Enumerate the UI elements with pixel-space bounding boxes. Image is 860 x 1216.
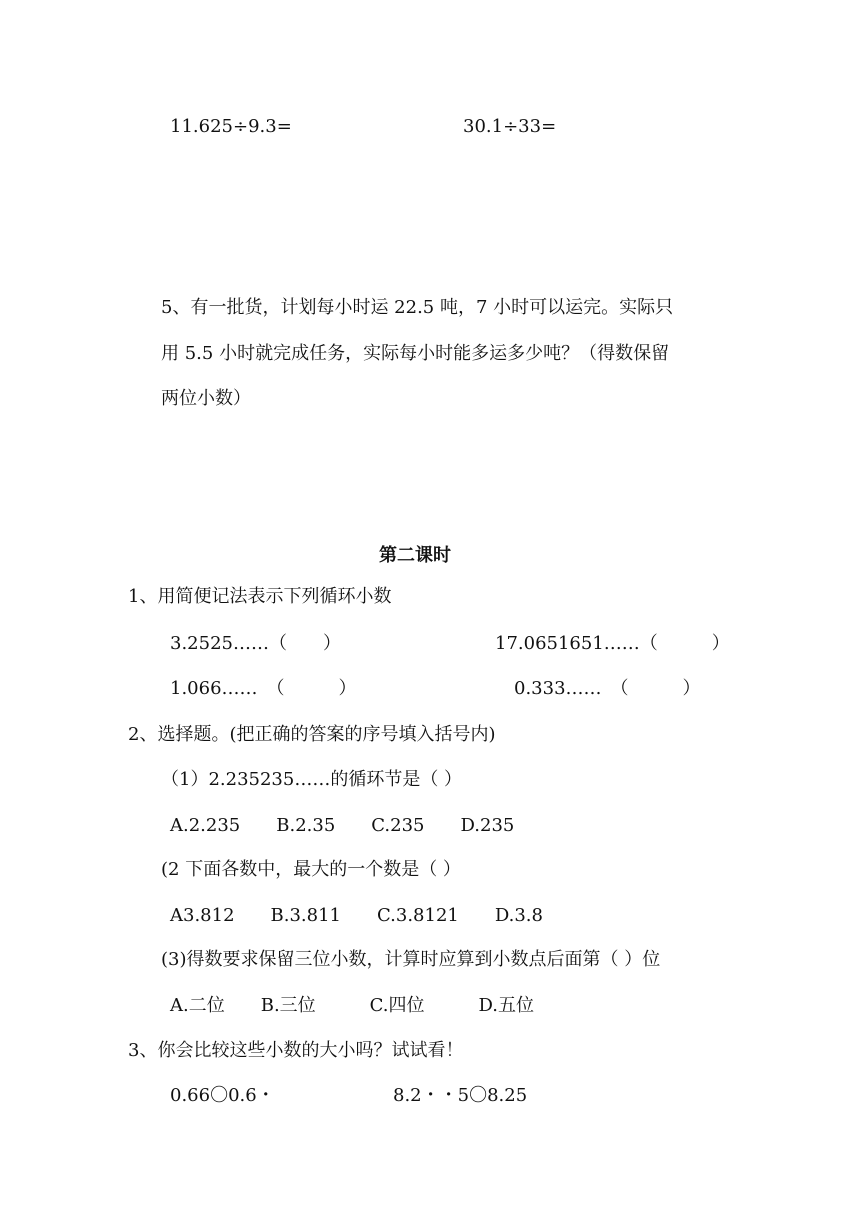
- q3-item-2: 8.2・・5〇8.25: [393, 1085, 528, 1106]
- problem5-line3: 两位小数）: [161, 388, 251, 409]
- q1-heading: 1、用简便记法表示下列循环小数: [128, 586, 392, 607]
- problem5-line1: 5、有一批货，计划每小时运 22.5 吨，7 小时可以运完。实际只: [161, 297, 674, 318]
- q2-sub3-question: (3)得数要求保留三位小数，计算时应算到小数点后面第（ ）位: [161, 949, 661, 970]
- problem5-line2: 用 5.5 小时就完成任务，实际每小时能多运多少吨？（得数保留: [161, 343, 670, 364]
- q2-sub2-question: (2 下面各数中，最大的一个数是（ ）: [161, 859, 461, 880]
- q3-heading: 3、你会比较这些小数的大小吗？试试看！: [128, 1040, 464, 1061]
- q1-item-4: 0.333…… （ ）: [514, 678, 701, 699]
- q3-item-1: 0.66〇0.6・: [170, 1085, 275, 1106]
- q2-heading: 2、选择题。(把正确的答案的序号填入括号内): [128, 724, 496, 745]
- calc-left: 11.625÷9.3=: [170, 116, 292, 137]
- q1-item-1: 3.2525……（ ）: [170, 633, 341, 654]
- calc-right: 30.1÷33=: [463, 116, 557, 137]
- q2-sub1-options: A.2.235 B.2.35 C.235 D.235: [170, 815, 515, 836]
- section2-title: 第二课时: [379, 545, 451, 566]
- q1-item-3: 1.066…… （ ）: [170, 678, 357, 699]
- q2-sub2-options: A3.812 B.3.811 C.3.8121 D.3.8: [170, 905, 543, 926]
- q1-item-2: 17.0651651……（ ）: [495, 633, 730, 654]
- q2-sub1-question: （1）2.235235……的循环节是（ ）: [161, 769, 463, 790]
- q2-sub3-options: A.二位 B.三位 C.四位 D.五位: [170, 995, 535, 1016]
